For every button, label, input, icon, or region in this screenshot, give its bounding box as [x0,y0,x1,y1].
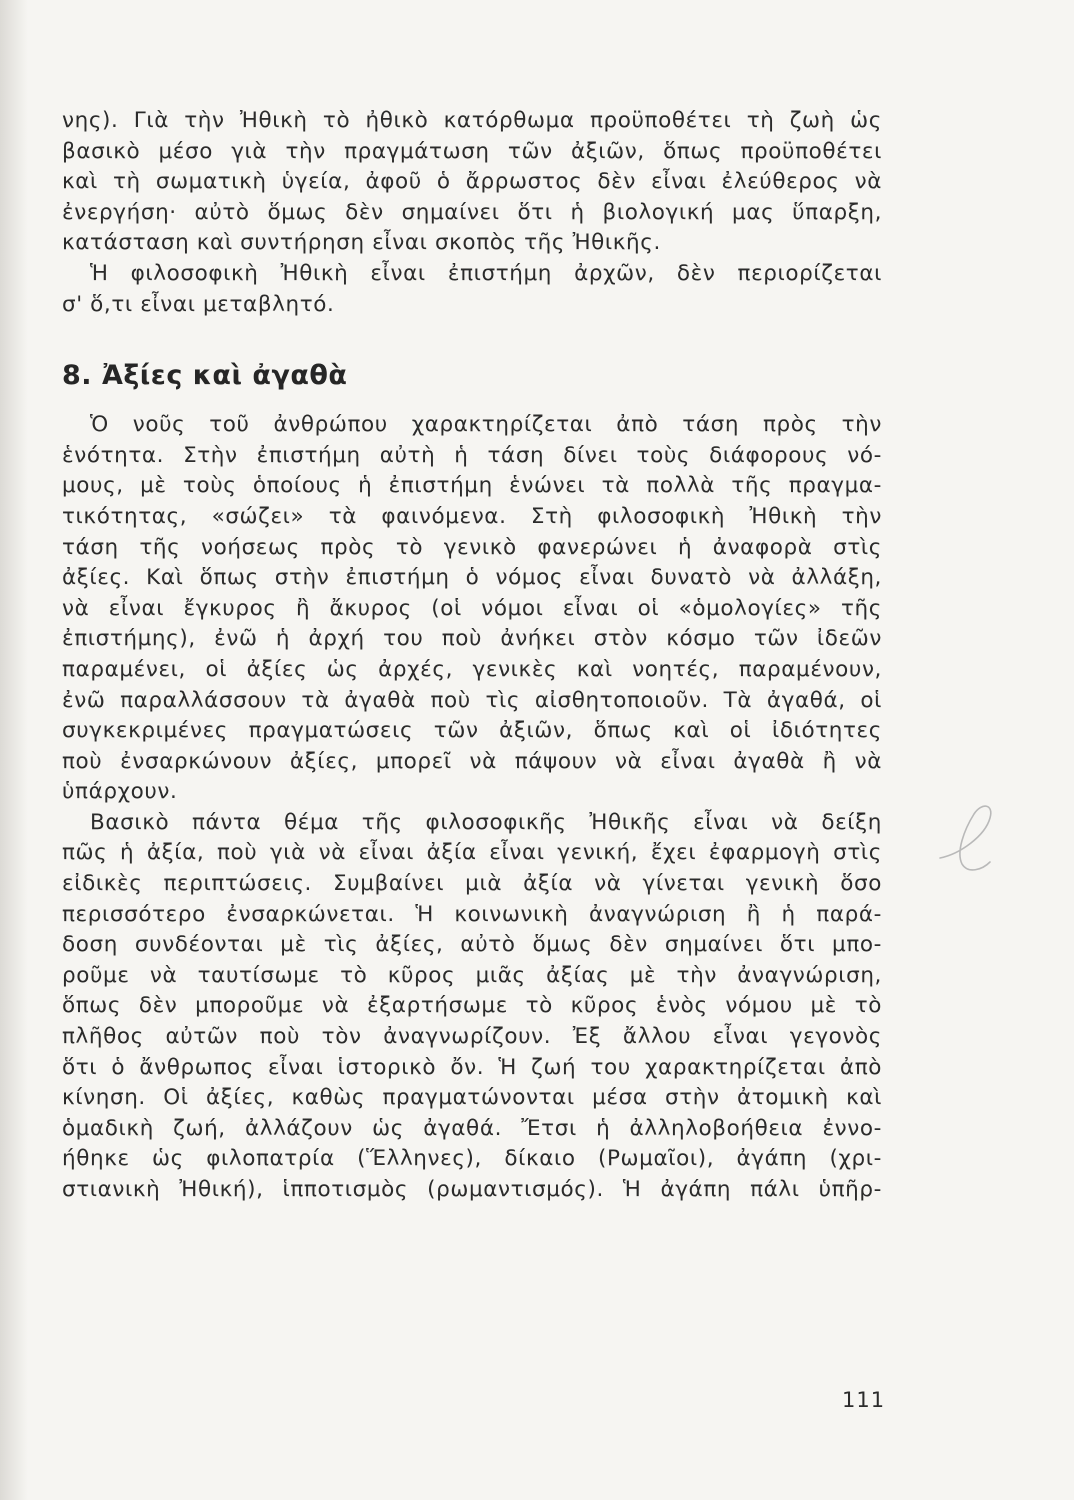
text-line: ἀξίες. Καὶ ὅπως στὴν ἐπιστήμη ὁ νόμος εἶναι δυνατὸ νὰ ἀλλάξη, [62,565,882,591]
text-line: συγκεκριμένες πραγματώσεις τῶν ἀξιῶν, ὅπως καὶ οἱ ἰδιότητες [62,718,882,744]
text-line: ἐνεργήση· αὐτὸ ὅμως δὲν σημαίνει ὅτι ἡ βιολογική μας ὕπαρξη, [62,199,882,225]
text-line: σ' ὅ,τι εἶναι μεταβλητό. [62,291,335,317]
text-line: ἐπιστήμης), ἐνῶ ἡ ἀρχή του ποὺ ἀνήκει στὸν κόσμο τῶν ἰδεῶν [62,626,882,652]
text-line: ροῦμε νὰ ταυτίσωμε τὸ κῦρος μιᾶς ἀξίας μὲ τὴν ἀναγνώριση, [62,962,882,988]
section-heading: 8. Ἀξίες καὶ ἀγαθὰ [62,360,348,392]
text-line: ἐνῶ παραλλάσσουν τὰ ἀγαθὰ ποὺ τὶς αἰσθητοποιοῦν. Τὰ ἀγαθά, οἱ [62,687,882,713]
text-line: στιανικὴ Ἠθική), ἱπποτισμὸς (ρωμαντισμός). Ἡ ἀγάπη πάλι ὑπῆρ- [62,1177,882,1202]
text-line: ὁμαδικὴ ζωή, ἀλλάζουν ὡς ἀγαθά. Ἔτσι ἡ ἀλληλοβοήθεια ἐννο- [62,1115,882,1141]
text-line: ὅτι ὁ ἄνθρωπος εἶναι ἱστορικὸ ὄν. Ἡ ζωή του χαρακτηρίζεται ἀπὸ [62,1054,882,1080]
text-line: ὑπάρχουν. [62,779,178,805]
text-line: καὶ τὴ σωματικὴ ὑγεία, ἀφοῦ ὁ ἄρρωστος δὲν εἶναι ἐλεύθερος νὰ [62,169,882,195]
text-line: πλῆθος αὐτῶν ποὺ τὸν ἀναγνωρίζουν. Ἐξ ἄλλου εἶναι γεγονὸς [62,1024,882,1050]
section-paragraph-1 [62,410,882,808]
text-line: παραμένει, οἱ ἀξίες ὡς ἀρχές, γενικὲς καὶ νοητές, παραμένουν, [62,656,882,682]
text-line: νὰ εἶναι ἔγκυρος ἢ ἄκυρος (οἱ νόμοι εἶναι οἱ «ὁμολογίες» τῆς [62,595,882,621]
text-line: Βασικὸ πάντα θέμα τῆς φιλοσοφικῆς Ἠθικῆς εἶναι νὰ δείξη [90,809,882,835]
text-line: εἰδικὲς περιπτώσεις. Συμβαίνει μιὰ ἀξία νὰ γίνεται γενικὴ ὅσο [62,871,882,897]
text-line: κίνηση. Οἱ ἀξίες, καθὼς πραγματώνονται μέσα στὴν ἀτομικὴ καὶ [62,1085,882,1111]
text-line: ὅπως δὲν μποροῦμε νὰ ἐξαρτήσωμε τὸ κῦρος ἑνὸς νόμου μὲ τὸ [62,993,882,1019]
text-line: ἑνότητα. Στὴν ἐπιστήμη αὐτὴ ἡ τάση δίνει τοὺς διάφορους νό- [62,442,882,468]
text-line: δοση συνδέονται μὲ τὶς ἀξίες, αὐτὸ ὅμως δὲν σημαίνει ὅτι μπο- [62,932,882,958]
text-line: τάση τῆς νοήσεως πρὸς τὸ γενικὸ φανερώνει ἡ ἀναφορὰ στὶς [62,534,882,560]
text-line: τικότητας, «σώζει» τὰ φαινόμενα. Στὴ φιλοσοφικὴ Ἠθικὴ τὴν [62,503,882,529]
text-line: περισσότερο ἐνσαρκώνεται. Ἡ κοινωνικὴ ἀναγνώριση ἢ ἡ παρά- [62,901,882,927]
text-line: νης). Γιὰ τὴν Ἠθικὴ τὸ ἠθικὸ κατόρθωμα προϋποθέτει τὴ ζωὴ ὡς [62,108,882,133]
pencil-annotation-icon [930,796,1000,876]
binding-shadow [0,0,28,1500]
text-line: κατάσταση καὶ συντήρηση εἶναι σκοπὸς τῆς Ἠθικῆς. [62,230,661,256]
text-line: βασικὸ μέσο γιὰ τὴν πραγμάτωση τῶν ἀξιῶν, ὅπως προϋποθέτει [62,138,882,164]
section-paragraph-2 [62,808,882,1206]
page-text [62,106,882,1206]
text-line: Ὁ νοῦς τοῦ ἀνθρώπου χαρακτηρίζεται ἀπὸ τάση πρὸς τὴν [90,412,882,438]
paragraph-1 [62,106,882,259]
text-line: ποὺ ἐνσαρκώνουν ἀξίες, μπορεῖ νὰ πάψουν νὰ εἶναι ἀγαθὰ ἢ νὰ [62,748,882,774]
text-line: πῶς ἡ ἀξία, ποὺ γιὰ νὰ εἶναι ἀξία εἶναι γενική, ἔχει ἐφαρμογὴ στὶς [62,840,882,866]
text-line: μους, μὲ τοὺς ὁποίους ἡ ἐπιστήμη ἑνώνει τὰ πολλὰ τῆς πραγμα- [62,473,882,499]
paragraph-2 [62,259,882,320]
text-line: Ἡ φιλοσοφικὴ Ἠθικὴ εἶναι ἐπιστήμη ἀρχῶν, δὲν περιορίζεται [90,260,882,286]
text-line: ήθηκε ὡς φιλοπατρία (Ἕλληνες), δίκαιο (Ρωμαῖοι), ἀγάπη (χρι- [62,1146,882,1172]
page-number: 111 [842,1388,886,1412]
